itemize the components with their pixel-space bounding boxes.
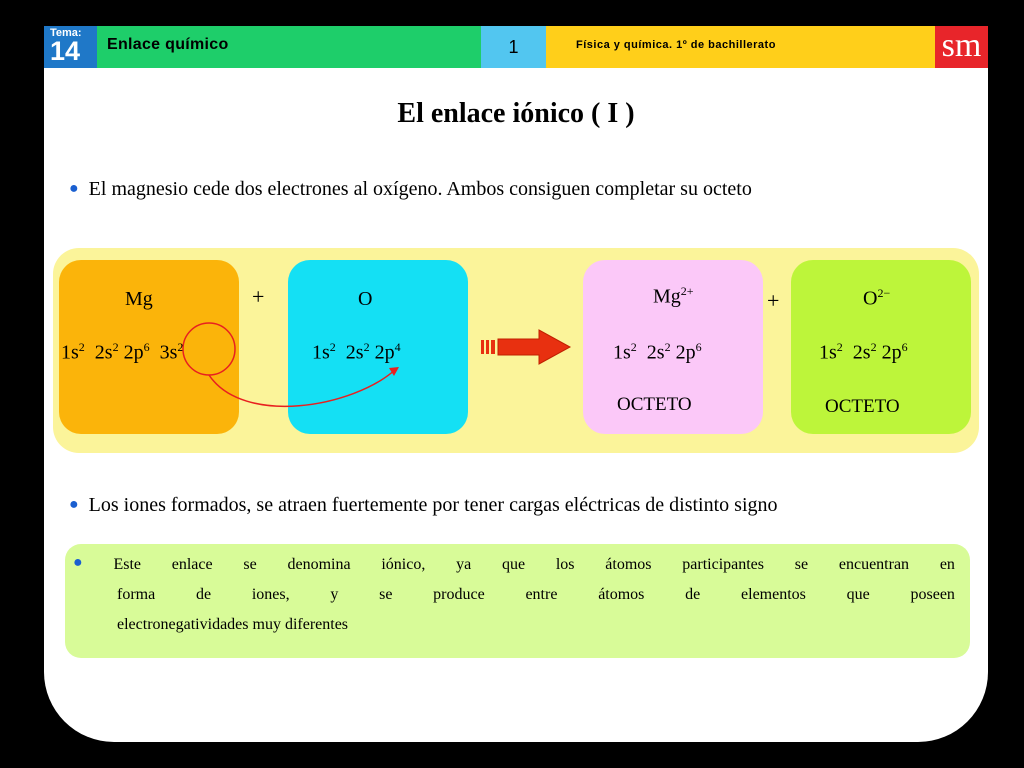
mg-symbol: Mg [125,288,153,310]
summary-line-1: ● Este enlace se denomina iónico, ya que los átomos participantes se encuentran en [73,554,955,573]
mg-ion-symbol: $Mg^{2+}$ [653,284,694,308]
topic-section [97,26,481,68]
oxide-ion-box [791,260,971,434]
electron-arrowhead-icon [389,367,399,376]
sm-logo: sm [935,26,988,68]
plus-sign-1: + [252,284,265,309]
mg-octet-label: OCTETO [617,394,692,415]
tema-label: Tema: [50,27,82,39]
o-symbol: O [358,288,373,310]
o-octet-label: OCTETO [825,396,900,417]
o-configuration: $1s^2$ $2s^2$ $2p^4$ [312,340,401,364]
slide-title: El enlace iónico ( I ) [397,98,635,129]
reaction-panel [53,248,979,453]
page-number: 1 [481,26,546,68]
electron-transfer-arrow [209,369,396,406]
transfer-circle [183,323,235,375]
course-title: Física y química. 1º de bachillerato [576,39,776,51]
tema-badge [44,26,97,68]
slide [44,26,988,742]
tema-number: 14 [50,36,81,66]
bullet-icon: ● [73,554,83,571]
magnesium-ion-box [583,260,763,434]
o-ion-configuration: $1s^2$ $2s^2$ $2p^6$ [819,340,908,364]
bullet-point-2 [69,494,778,517]
summary-box [65,544,970,658]
course-section [546,26,935,68]
mg-ion-configuration: $1s^2$ $2s^2$ $2p^6$ [613,340,702,364]
bullet-text-1: El magnesio cede dos electrones al oxígeno. Ambos consiguen completar su octeto [88,178,752,200]
summary-line-2: forma de iones, y se produce entre átomos de elementos que poseen [117,586,955,603]
bullet-icon: ● [69,180,79,197]
summary-line-3: electronegatividades muy diferentes [117,616,349,633]
bullet-icon: ● [69,496,79,513]
header-bar [44,26,988,68]
mg-configuration: $1s^2$ $2s^2$ $2p^6$ $3s^2$ [61,340,184,364]
bullet-point-1 [69,178,752,201]
topic-title: Enlace químico [107,36,229,53]
bullet-text-2: Los iones formados, se atraen fuertemente por tener cargas eléctricas de distinto signo [88,494,778,516]
reaction-arrow-icon [481,330,570,364]
plus-sign-2: + [767,288,780,313]
o-ion-symbol: $O^{2-}$ [863,286,891,310]
